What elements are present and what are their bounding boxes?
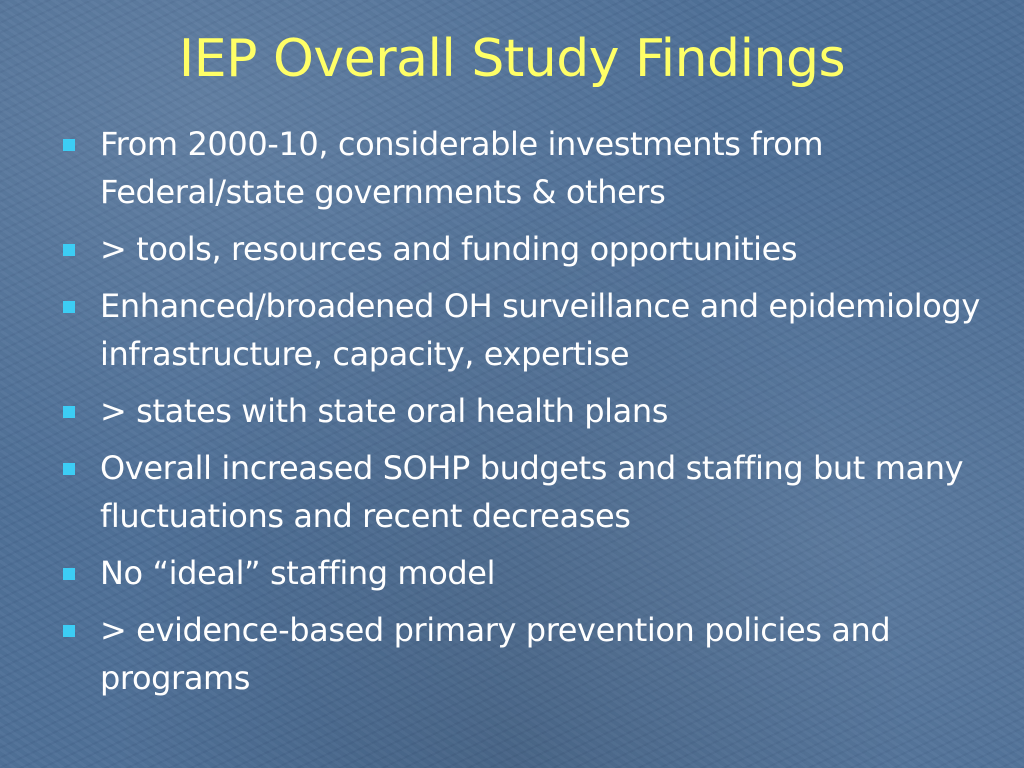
bullet-item [60, 282, 980, 378]
bullet-text: > evidence-based primary prevention policies and programs [100, 611, 891, 697]
square-bullet-icon [63, 463, 75, 475]
bullet-item [60, 225, 980, 273]
square-bullet-icon [63, 406, 75, 418]
bullet-item [60, 444, 980, 540]
slide-title: IEP Overall Study Findings [178, 29, 846, 89]
square-bullet-icon [63, 568, 75, 580]
bullet-text: No “ideal” staffing model [100, 554, 496, 592]
bullet-text: From 2000-10, considerable investments from Federal/state governments & others [100, 125, 824, 211]
bullet-item [60, 387, 980, 435]
square-bullet-icon [63, 625, 75, 637]
bullet-text: Enhanced/broadened OH surveillance and epidemiology infrastructure, capacity, expertise [100, 287, 980, 373]
bullet-item [60, 120, 980, 216]
square-bullet-icon [63, 139, 75, 151]
bullet-item [60, 606, 980, 702]
bullet-item [60, 549, 980, 597]
square-bullet-icon [63, 244, 75, 256]
bullet-text: > tools, resources and funding opportunities [100, 230, 798, 268]
square-bullet-icon [63, 301, 75, 313]
bullet-text: Overall increased SOHP budgets and staffing but many fluctuations and recent decreases [100, 449, 964, 535]
bullet-list [60, 120, 980, 711]
bullet-text: > states with state oral health plans [100, 392, 669, 430]
